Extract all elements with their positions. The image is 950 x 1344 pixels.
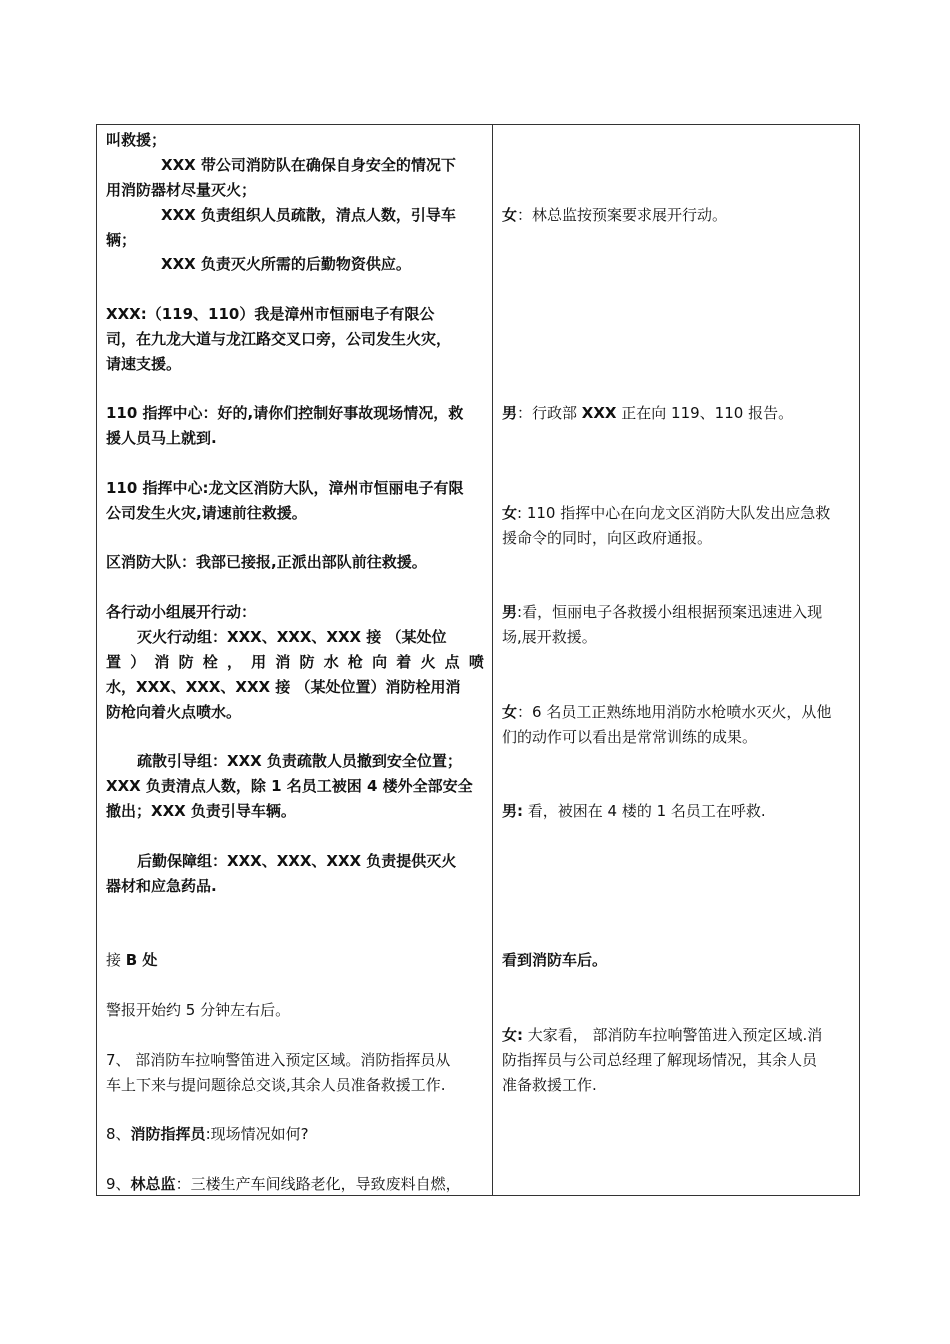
text: ：行政部 (517, 404, 582, 422)
left-line (106, 1173, 461, 1195)
left-line: 区消防大队：我部已接报,正派出部队前往救援。 (106, 553, 427, 571)
text: 8、 (106, 1125, 131, 1143)
char: 向 (372, 653, 388, 671)
left-line: 警报开始约 5 分钟左右后。 (106, 1001, 291, 1019)
right-line (502, 1024, 822, 1046)
left-line: 司，在九龙大道与龙江路交叉口旁，公司发生火灾， (106, 330, 452, 348)
char: 枪 (347, 653, 363, 671)
text: 接 (106, 951, 126, 969)
left-line: 110 指挥中心:龙文区消防大队，漳州市恒丽电子有限 (106, 479, 464, 497)
speaker-label: 男 (502, 603, 518, 621)
speaker-label: 女 (502, 504, 518, 522)
left-line: 公司发生火灾,请速前往救援。 (106, 504, 307, 522)
left-line: 用消防器材尽量灭火； (106, 181, 257, 199)
char: 喷 (468, 653, 484, 671)
right-line: 场,展开救援。 (502, 628, 597, 646)
document-table (96, 124, 860, 1196)
text: 看，被困在 4 楼的 1 名员工在呼救. (523, 802, 766, 820)
right-line (502, 204, 727, 226)
right-line: 看到消防车后。 (502, 951, 608, 969)
text: ：三楼生产车间线路老化，导致废料自燃， (175, 1175, 461, 1193)
left-line: 器材和应急药品. (106, 877, 217, 895)
right-line: 准备救援工作. (502, 1076, 597, 1094)
left-line: 辆； (106, 231, 137, 249)
speaker-label: 女 (502, 703, 518, 721)
char: 用 (251, 653, 267, 671)
char: ） (130, 653, 146, 671)
char: 防 (178, 653, 194, 671)
char: 点 (444, 653, 460, 671)
char: 消 (154, 653, 170, 671)
left-line: 水，XXX、XXX、XXX 接 （某处位置）消防栓用消 (106, 678, 461, 696)
text: 正在向 119、110 报告。 (616, 404, 794, 422)
text: :现场情况如何? (205, 1125, 309, 1143)
left-line: 防枪向着火点喷水。 (106, 703, 242, 721)
left-line: 叫救援； (106, 131, 167, 149)
text: :看，恒丽电子各救援小组根据预案迅速进入现 (517, 603, 823, 621)
char: 水 (323, 653, 339, 671)
left-line (106, 949, 157, 971)
speaker-label: 女 (502, 206, 518, 224)
left-line (106, 1123, 309, 1145)
left-line: XXX 带公司消防队在确保自身安全的情况下 (161, 156, 456, 174)
text: 大家看， 部消防车拉响警笛进入预定区域.消 (523, 1026, 823, 1044)
char: 防 (299, 653, 315, 671)
text: ：6 名员工正熟练地用消防水枪喷水灭火，从他 (517, 703, 832, 721)
text: 9、 (106, 1175, 131, 1193)
speaker-label: 女: (502, 1026, 523, 1044)
left-line: 疏散引导组：XXX 负责疏散人员撤到安全位置； (137, 752, 462, 770)
speaker-label: 林总监 (130, 1175, 176, 1193)
left-line: 灭火行动组：XXX、XXX、XXX 接 （某处位 (137, 628, 447, 646)
left-line: 110 指挥中心：好的,请你们控制好事故现场情况，救 (106, 404, 464, 422)
left-line: 各行动小组展开行动： (106, 603, 257, 621)
left-line: 援人员马上就到. (106, 429, 217, 447)
left-line: 7、 部消防车拉响警笛进入预定区域。消防指挥员从 (106, 1051, 451, 1069)
right-line (502, 800, 766, 822)
left-line-justified (106, 651, 484, 673)
speaker-label: 男: (502, 802, 523, 820)
text: ：林总监按预案要求展开行动。 (517, 206, 728, 224)
right-line (502, 502, 830, 524)
char: 栓 (202, 653, 218, 671)
char: 置 (106, 653, 122, 671)
char: ， (226, 653, 242, 671)
left-line: 车上下来与提问题徐总交谈,其余人员准备救援工作. (106, 1076, 446, 1094)
column-divider (492, 125, 493, 1195)
char: 着 (396, 653, 412, 671)
left-line: XXX 负责灭火所需的后勤物资供应。 (161, 255, 411, 273)
right-line (502, 601, 822, 623)
right-line: 援命令的同时，向区政府通报。 (502, 529, 713, 547)
char: 消 (275, 653, 291, 671)
right-line: 防指挥员与公司总经理了解现场情况，其余人员 (502, 1051, 818, 1069)
left-line: XXX 负责清点人数，除 1 名员工被困 4 楼外全部安全 (106, 777, 473, 795)
right-line (502, 402, 793, 424)
left-line: 撤出；XXX 负责引导车辆。 (106, 802, 296, 820)
bold-text: B 处 (125, 951, 158, 969)
speaker-label: 消防指挥员 (130, 1125, 206, 1143)
left-line: XXX 负责组织人员疏散，清点人数，引导车 (161, 206, 456, 224)
bold-text: XXX (581, 404, 617, 422)
right-line: 们的动作可以看出是常常训练的成果。 (502, 728, 758, 746)
text: : 110 指挥中心在向龙文区消防大队发出应急救 (517, 504, 831, 522)
right-line (502, 701, 831, 723)
speaker-label: 男 (502, 404, 518, 422)
left-line: 请速支援。 (106, 355, 182, 373)
left-line: 后勤保障组：XXX、XXX、XXX 负责提供灭火 (137, 852, 457, 870)
char: 火 (420, 653, 436, 671)
left-line: XXX:（119、110）我是漳州市恒丽电子有限公 (106, 305, 435, 323)
